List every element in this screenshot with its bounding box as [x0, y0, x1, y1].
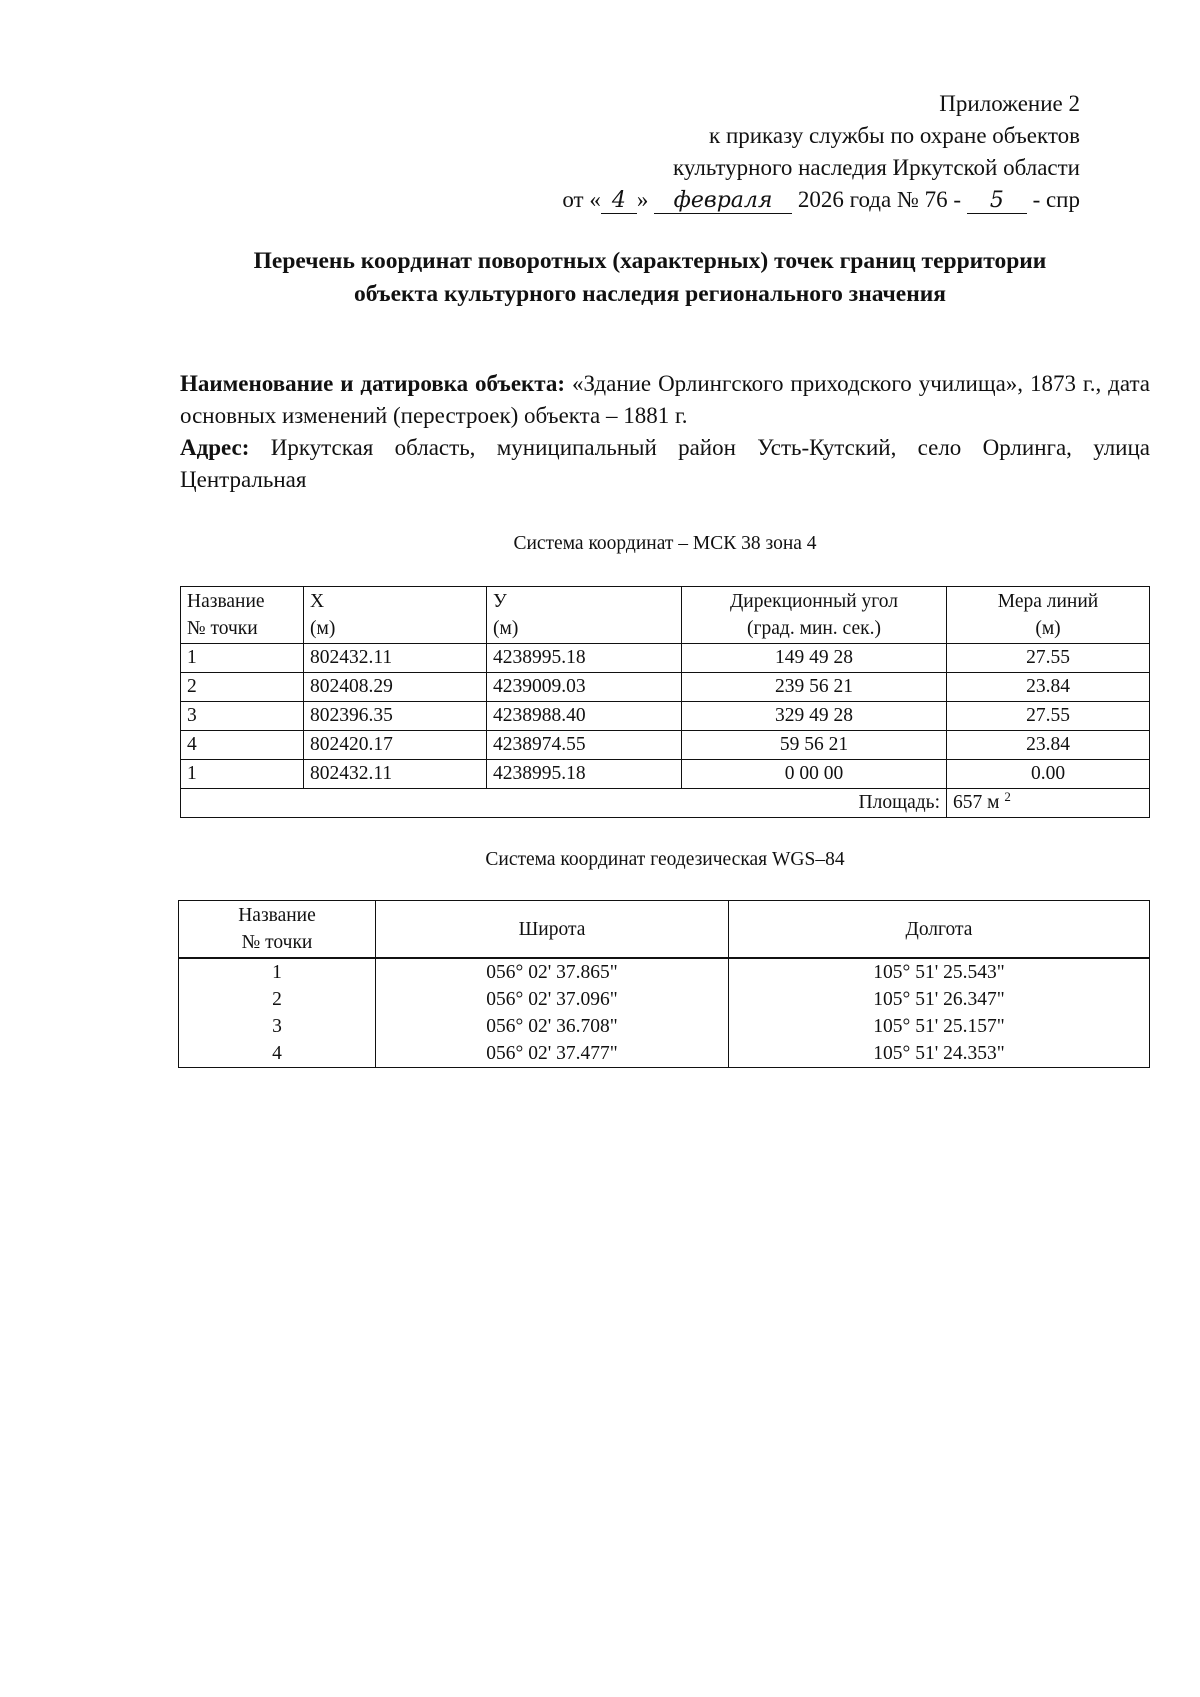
cell-angle: 329 49 28 [682, 702, 947, 731]
table-header-row [181, 587, 1150, 644]
appendix-order-ref: к приказу службы по охране объектов [709, 123, 1080, 148]
object-address-label: Адрес: [180, 435, 250, 460]
cell-y: 4238974.55 [487, 731, 682, 760]
area-value: 657 м [953, 792, 1000, 813]
appendix-number: Приложение 2 [939, 91, 1080, 116]
cell-point: 4 [179, 1040, 376, 1068]
table-row [179, 1040, 1150, 1068]
header-text: № точки [187, 618, 258, 639]
header-text: (град. мин. сек.) [747, 618, 881, 639]
title-line-2: объекта культурного наследия регионального значения [353, 281, 947, 307]
object-name [180, 368, 1150, 432]
cell-point: 3 [179, 1013, 376, 1040]
object-address [180, 432, 1150, 496]
cell-angle: 0 00 00 [682, 760, 947, 789]
msk-caption: Система координат – МСК 38 зона 4 [513, 533, 817, 554]
area-label: Площадь: [181, 789, 947, 818]
cell-longitude: 105° 51' 25.157" [729, 1013, 1150, 1040]
header-text: Название [187, 591, 265, 612]
object-info [180, 368, 1150, 496]
document-title [150, 245, 1150, 311]
cell-x: 802432.11 [304, 644, 487, 673]
cell-point: 1 [181, 644, 304, 673]
order-month-handwritten: февраля [654, 189, 792, 214]
cell-length: 23.84 [947, 673, 1150, 702]
cell-point: 1 [181, 760, 304, 789]
header-text: (м) [310, 618, 336, 639]
header-line-length [947, 587, 1150, 644]
wgs-coordinates-table [178, 900, 1150, 1068]
cell-latitude: 056° 02' 37.477" [376, 1040, 729, 1068]
table-row [179, 986, 1150, 1013]
cell-y: 4238995.18 [487, 644, 682, 673]
header-text: (м) [493, 618, 519, 639]
area-unit-exponent: 2 [1004, 789, 1011, 804]
cell-x: 802432.11 [304, 760, 487, 789]
table-row [181, 702, 1150, 731]
appendix-authority: культурного наследия Иркутской области [673, 155, 1080, 180]
object-name-label: Наименование и датировка объекта: [180, 371, 566, 396]
cell-x: 802420.17 [304, 731, 487, 760]
order-mid: » [636, 187, 649, 212]
header-point-name [181, 587, 304, 644]
header-text: Дирекционный угол [729, 591, 898, 612]
cell-longitude: 105° 51' 24.353" [729, 1040, 1150, 1068]
wgs-caption: Система координат геодезическая WGS–84 [485, 849, 845, 870]
header-x [304, 587, 487, 644]
table-header-row [179, 901, 1150, 959]
header-text: Мера линий [997, 591, 1099, 612]
table-row [181, 731, 1150, 760]
header-longitude: Долгота [729, 901, 1150, 959]
header-text: X [310, 591, 325, 612]
order-suffix: - спр [1032, 187, 1080, 212]
cell-point: 1 [179, 958, 376, 986]
cell-latitude: 056° 02' 36.708" [376, 1013, 729, 1040]
header-latitude: Широта [376, 901, 729, 959]
cell-length: 0.00 [947, 760, 1150, 789]
cell-length: 27.55 [947, 644, 1150, 673]
table-row [181, 644, 1150, 673]
object-address-value: Иркутская область, муниципальный район Усть-Кутский, село Орлинга, улица Центральная [180, 435, 1150, 492]
table-row [179, 1013, 1150, 1040]
cell-latitude: 056° 02' 37.096" [376, 986, 729, 1013]
cell-angle: 239 56 21 [682, 673, 947, 702]
cell-point: 4 [181, 731, 304, 760]
table-row [179, 958, 1150, 986]
cell-angle: 59 56 21 [682, 731, 947, 760]
cell-angle: 149 49 28 [682, 644, 947, 673]
cell-length: 27.55 [947, 702, 1150, 731]
cell-point: 3 [181, 702, 304, 731]
title-line-1: Перечень координат поворотных (характерных) точек границ территории [253, 248, 1047, 274]
area-value-cell [947, 789, 1150, 818]
cell-length: 23.84 [947, 731, 1150, 760]
table-row [181, 673, 1150, 702]
header-text: У [493, 591, 507, 612]
table-row [181, 760, 1150, 789]
cell-x: 802408.29 [304, 673, 487, 702]
header-text: (м) [1035, 618, 1061, 639]
object-name-value: «Здание Орлингского приходского училища», 1873 г., дата основных изменений (перестроек) объекта – 1881 г. [180, 371, 1150, 428]
cell-x: 802396.35 [304, 702, 487, 731]
cell-latitude: 056° 02' 37.865" [376, 958, 729, 986]
cell-point: 2 [181, 673, 304, 702]
cell-point: 2 [179, 986, 376, 1013]
cell-y: 4238995.18 [487, 760, 682, 789]
appendix-header [562, 88, 1080, 216]
msk-coordinates-table [180, 586, 1150, 818]
header-point-name [179, 901, 376, 959]
cell-longitude: 105° 51' 26.347" [729, 986, 1150, 1013]
order-year: 2026 года № 76 - [797, 187, 962, 212]
cell-longitude: 105° 51' 25.543" [729, 958, 1150, 986]
header-text: № точки [241, 932, 313, 953]
header-direction-angle [682, 587, 947, 644]
cell-y: 4238988.40 [487, 702, 682, 731]
area-row [181, 789, 1150, 818]
header-y [487, 587, 682, 644]
appendix-order-date [562, 184, 1080, 216]
header-text: Название [238, 905, 316, 926]
cell-y: 4239009.03 [487, 673, 682, 702]
order-day-handwritten: 4 [601, 189, 637, 214]
order-number-handwritten: 5 [967, 189, 1027, 214]
order-prefix: от « [562, 187, 601, 212]
